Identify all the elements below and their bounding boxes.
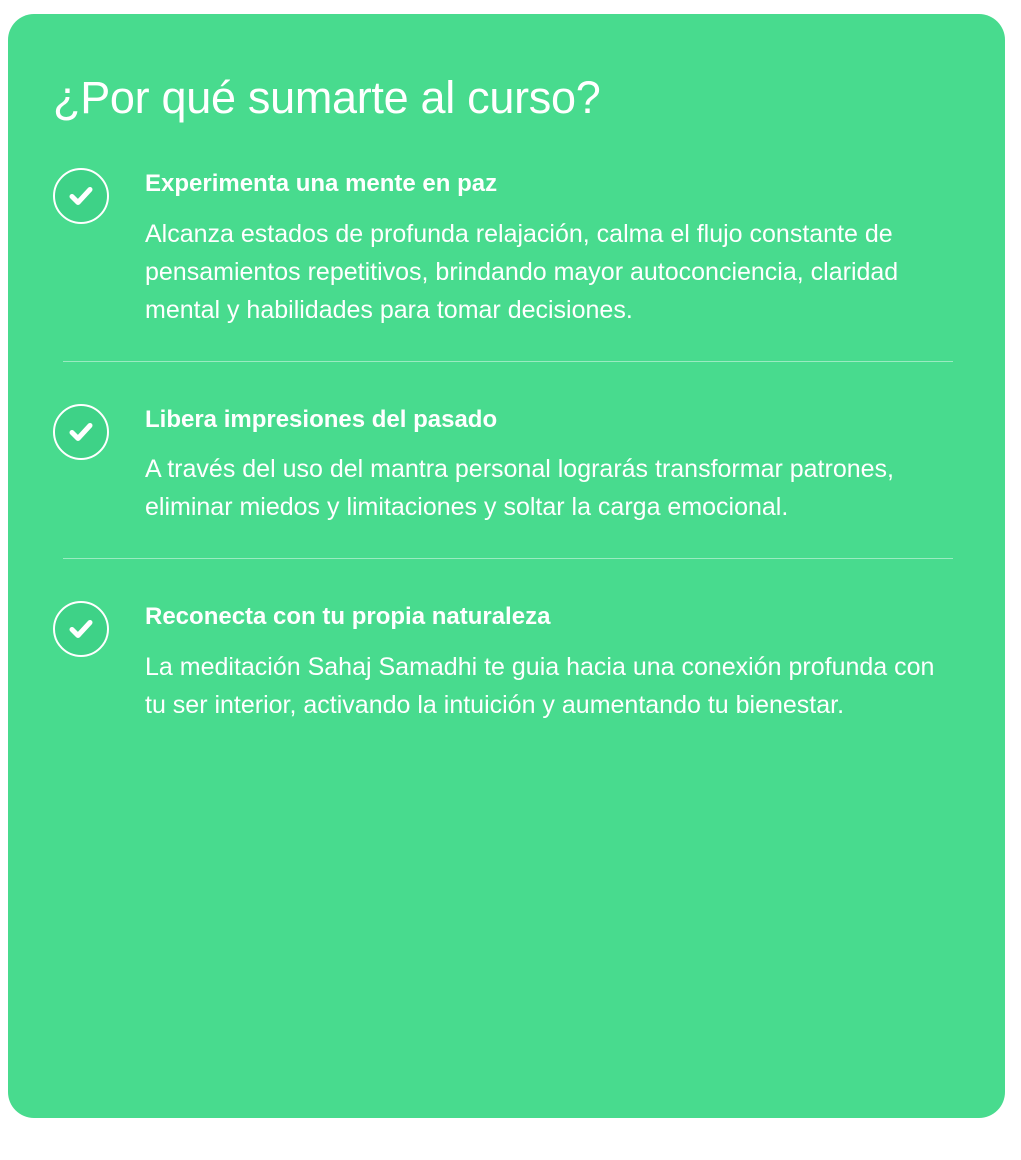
benefit-body: La meditación Sahaj Samadhi te guia hacia una conexión profunda con tu ser interior, activando la intuición y aumentando tu bienestar.: [145, 653, 935, 720]
check-icon-wrap: [53, 595, 115, 657]
list-item: [53, 156, 953, 329]
check-circle-icon: [53, 404, 109, 460]
divider: [63, 361, 953, 362]
benefit-heading: Libera impresiones del pasado: [145, 405, 498, 433]
page-title: ¿Por qué sumarte al curso?: [53, 72, 601, 123]
check-icon-wrap: [53, 398, 115, 460]
benefits-card: [8, 14, 1005, 1118]
divider: [63, 558, 953, 559]
benefit-heading: Experimenta una mente en paz: [145, 169, 498, 197]
list-item: [53, 589, 953, 724]
list-item: [53, 392, 953, 527]
benefit-text: [115, 162, 953, 329]
benefit-body: Alcanza estados de profunda relajación, calma el flujo constante de pensamientos repetitivos, brindando mayor autoconciencia, claridad mental y habilidades para tomar decisiones.: [145, 219, 899, 324]
check-circle-icon: [53, 601, 109, 657]
check-circle-icon: [53, 168, 109, 224]
benefit-body: A través del uso del mantra personal lograrás transformar patrones, eliminar miedos y limitaciones y soltar la carga emocional.: [145, 455, 894, 522]
benefit-text: [115, 595, 953, 724]
benefit-heading: Reconecta con tu propia naturaleza: [145, 603, 551, 631]
check-icon-wrap: [53, 162, 115, 224]
benefit-text: [115, 398, 953, 527]
